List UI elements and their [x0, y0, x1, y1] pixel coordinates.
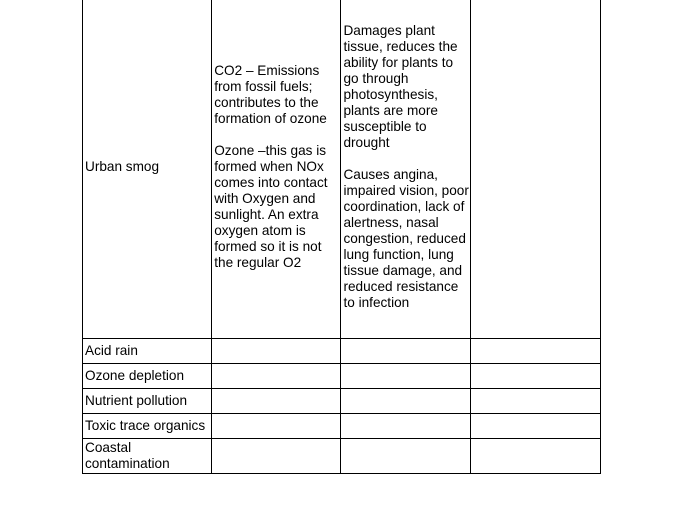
table-row	[83, 339, 601, 364]
empty-cell	[212, 339, 341, 364]
empty-cell	[470, 339, 600, 364]
empty-cell	[470, 389, 600, 414]
issue-cell: Toxic trace organics	[83, 414, 212, 439]
table-row	[83, 364, 601, 389]
cause-text: Ozone –this gas is formed when NOx comes into contact with Oxygen and sunlight. An extra oxygen atom is formed so it is not the regular O2	[214, 142, 328, 270]
issue-cell: Ozone depletion	[83, 364, 212, 389]
empty-cell	[212, 364, 341, 389]
issue-cell: Acid rain	[83, 339, 212, 364]
effects-cell	[341, 0, 470, 339]
effect-text: Damages plant tissue, reduces the ability for plants to go through photosynthesis, plants are more susceptible to drought	[343, 22, 458, 150]
empty-cell	[341, 339, 470, 364]
empty-cell	[341, 364, 470, 389]
empty-cell	[341, 389, 470, 414]
cause-text: CO2 – Emissions from fossil fuels; contributes to the formation of ozone	[214, 62, 327, 126]
empty-cell	[470, 364, 600, 389]
empty-cell	[470, 0, 600, 339]
empty-cell	[341, 414, 470, 439]
table-row	[83, 0, 601, 339]
empty-cell	[212, 414, 341, 439]
empty-cell	[470, 439, 600, 474]
issue-cell: Coastal contamination	[83, 439, 212, 474]
issue-cell: Nutrient pollution	[83, 389, 212, 414]
empty-cell	[212, 439, 341, 474]
issue-cell: Urban smog	[83, 0, 212, 339]
empty-cell	[470, 414, 600, 439]
table-row	[83, 389, 601, 414]
empty-cell	[212, 389, 341, 414]
environmental-issues-table	[82, 0, 601, 474]
effect-text: Causes angina, impaired vision, poor coordination, lack of alertness, nasal congestion, reduced lung function, lung tissue damage, and reduced resistance to infection	[343, 166, 469, 310]
table-row	[83, 439, 601, 474]
causes-cell	[212, 0, 341, 339]
table-row	[83, 414, 601, 439]
empty-cell	[341, 439, 470, 474]
